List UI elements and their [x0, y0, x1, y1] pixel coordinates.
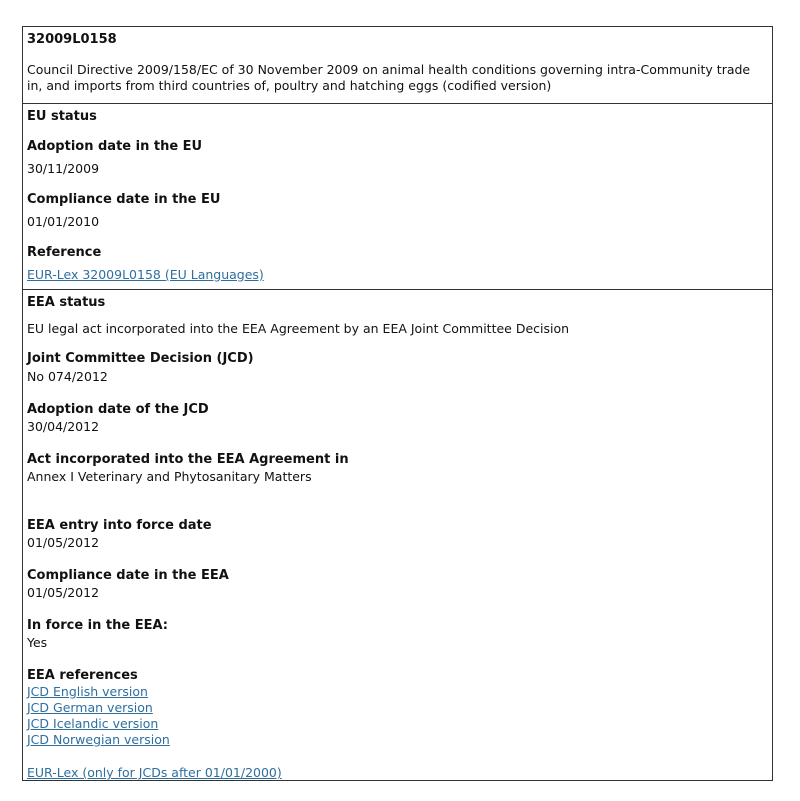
jcd-norwegian-link[interactable]: JCD Norwegian version: [27, 732, 170, 747]
in-force-value: Yes: [27, 635, 48, 650]
eu-adoption-date: 30/11/2009: [27, 161, 100, 176]
jcd-adoption-label: Adoption date of the JCD: [27, 402, 209, 417]
entry-force-label: EEA entry into force date: [27, 518, 212, 533]
act-section: [23, 32, 772, 103]
jcd-icelandic-link[interactable]: JCD Icelandic version: [27, 716, 159, 731]
jcd-adoption-date: 30/04/2012: [27, 419, 100, 434]
in-force-label: In force in the EEA:: [27, 618, 168, 633]
incorporated-label: Act incorporated into the EEA Agreement in: [27, 452, 349, 467]
act-record: [22, 26, 773, 781]
incorporated-value: Annex I Veterinary and Phytosanitary Matters: [27, 469, 312, 484]
entry-force-date: 01/05/2012: [27, 535, 100, 550]
eea-status-heading: EEA status: [27, 295, 106, 310]
eu-compliance-label: Compliance date in the EU: [27, 192, 221, 207]
jcd-value: No 074/2012: [27, 369, 108, 384]
eu-reference-label: Reference: [27, 245, 102, 260]
eu-status-section: [23, 103, 772, 289]
eea-status-text: EU legal act incorporated into the EEA Agreement by an EEA Joint Committee Decision: [27, 321, 570, 336]
eea-status-section: [23, 289, 772, 780]
eu-status-heading: EU status: [27, 109, 97, 124]
jcd-label: Joint Committee Decision (JCD): [27, 351, 254, 366]
jcd-german-link[interactable]: JCD German version: [27, 700, 153, 715]
eurlex-jcd-link[interactable]: EUR-Lex (only for JCDs after 01/01/2000): [27, 765, 282, 780]
eea-compliance-date: 01/05/2012: [27, 585, 100, 600]
eurlex-reference-link[interactable]: EUR-Lex 32009L0158 (EU Languages): [27, 267, 264, 282]
eea-compliance-label: Compliance date in the EEA: [27, 568, 229, 583]
jcd-english-link[interactable]: JCD English version: [27, 684, 148, 699]
act-id: 32009L0158: [27, 32, 117, 47]
eu-compliance-date: 01/01/2010: [27, 214, 100, 229]
act-title: Council Directive 2009/158/EC of 30 November 2009 on animal health conditions governing intra-Community trade in, and imports from third countries of, poultry and hatching eggs (codified version): [27, 62, 751, 93]
eea-references-label: EEA references: [27, 668, 138, 683]
eea-references-list: [27, 684, 768, 748]
eu-adoption-label: Adoption date in the EU: [27, 139, 203, 154]
